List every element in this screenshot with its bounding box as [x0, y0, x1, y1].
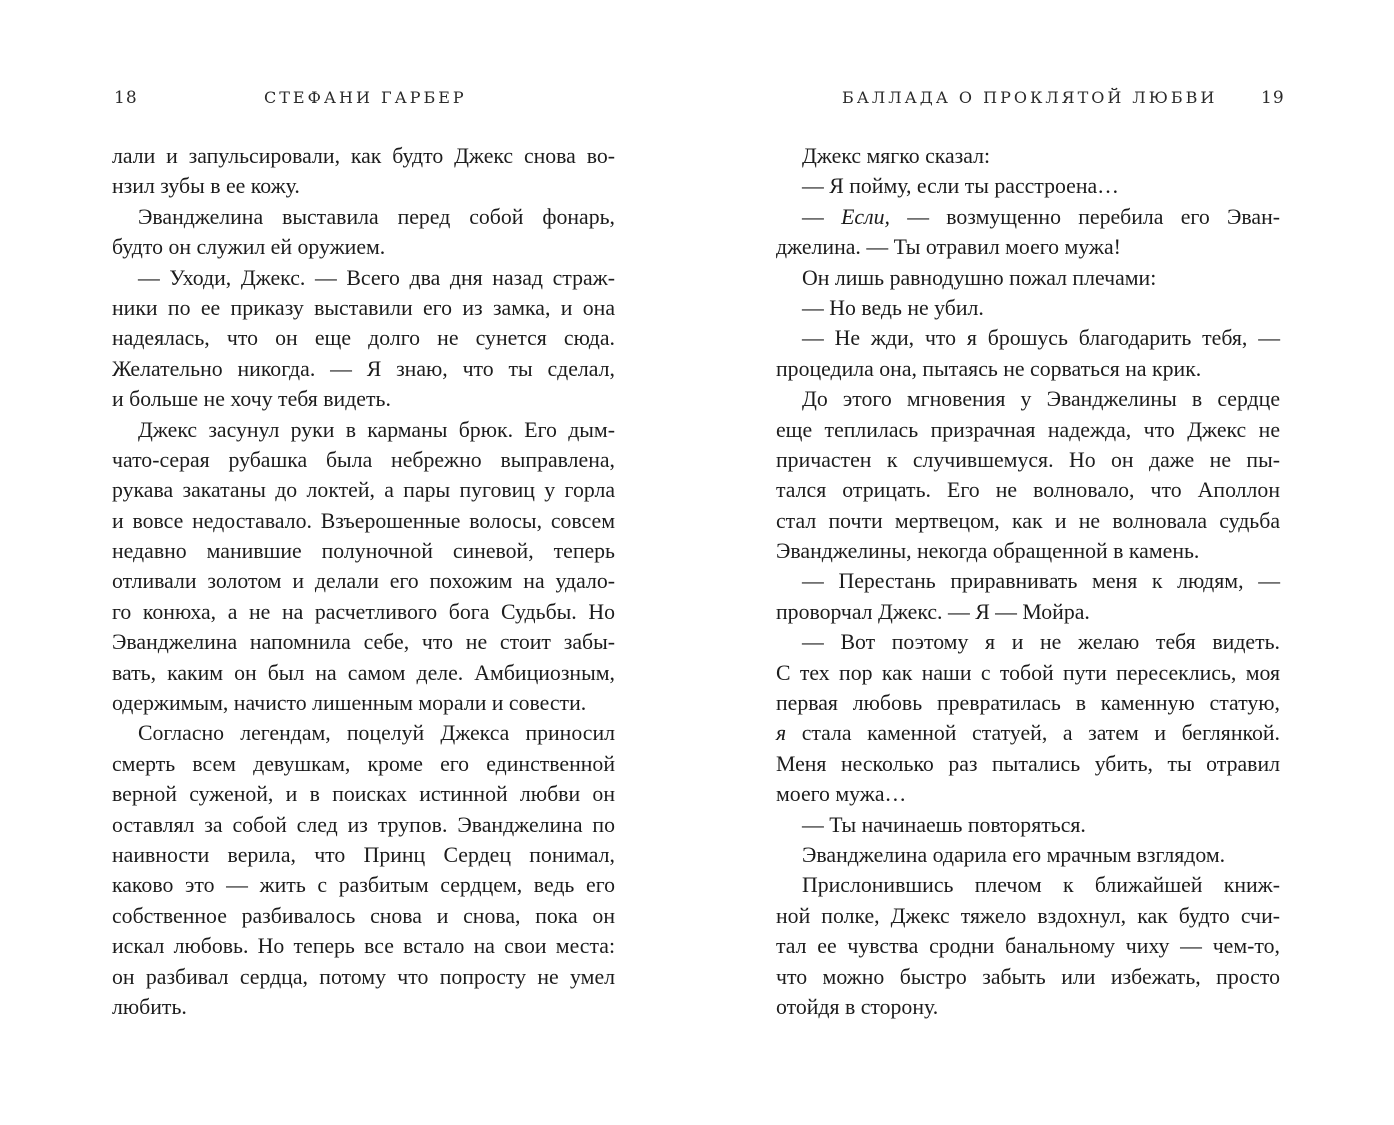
- text-line: и больше не хочу тебя видеть.: [112, 387, 391, 412]
- text-line: Желательно никогда. — Я знаю, что ты сделал,: [112, 356, 615, 381]
- italic-emphasis: Если,: [841, 204, 890, 229]
- text-line: — Вот поэтому я и не желаю тебя видеть.: [802, 630, 1280, 655]
- text-line: ники по ее приказу выставили его из замка, и она: [112, 295, 615, 320]
- text-line: и вовсе недоставало. Взъерошенные волосы, совсем: [112, 508, 615, 533]
- text-line-part: стала каменной статуей, а затем и беглянкой.: [786, 721, 1280, 746]
- text-line: — Перестань приравнивать меня к людям, —: [802, 569, 1280, 594]
- text-line: надеялась, что он еще долго не сунется сюда.: [112, 326, 615, 351]
- text-line: рукава закатаны до локтей, а пары пуговиц у горла: [112, 478, 615, 503]
- text-line: тался отрицать. Его не волновало, что Аполлон: [776, 478, 1280, 503]
- text-line: До этого мгновения у Эванджелины в сердце: [802, 387, 1280, 412]
- text-line: — Уходи, Джекс. — Всего два дня назад страж-: [138, 265, 615, 290]
- text-line: проворчал Джекс. — Я — Мойра.: [776, 599, 1090, 624]
- text-line: Согласно легендам, поцелуй Джекса приносил: [138, 721, 615, 746]
- text-line: что можно быстро забыть или избежать, просто: [776, 964, 1280, 989]
- text-line: лали и запульсировали, как будто Джекс снова во-: [112, 144, 615, 168]
- body-text-right: [776, 141, 1280, 1022]
- text-line: оставлял за собой след из трупов. Эванджелина по: [112, 812, 615, 837]
- text-line: процедила она, пытаясь не сорваться на крик.: [776, 356, 1202, 381]
- text-line: первая любовь превратилась в каменную статую,: [776, 691, 1280, 716]
- text-line: — Я пойму, если ты расстроена…: [802, 174, 1119, 199]
- text-line: [776, 202, 1280, 232]
- text-line: он разбивал сердца, потому что попросту не умел: [112, 964, 615, 989]
- text-line: Джекс засунул руки в карманы брюк. Его дым-: [138, 417, 615, 442]
- text-line: — Не жди, что я брошусь благодарить тебя, —: [802, 326, 1280, 351]
- text-line: моего мужа…: [776, 782, 907, 807]
- text-line: стал почти мертвецом, как и не волновала судьба: [776, 508, 1280, 533]
- text-line: верной суженой, и в поисках истинной любви он: [112, 782, 615, 807]
- text-line: причастен к случившемуся. Но он даже не пы-: [776, 447, 1280, 472]
- text-line: любить.: [112, 994, 187, 1019]
- text-line: Эванджелины, некогда обращенной в камень.: [776, 539, 1200, 564]
- page-number-right: 19: [1261, 88, 1285, 108]
- text-line-part: —: [802, 204, 842, 229]
- text-line: отойдя в сторону.: [776, 994, 939, 1019]
- text-line: каково это — жить с разбитым сердцем, ведь его: [112, 873, 615, 898]
- page-number-left: 18: [114, 88, 138, 108]
- text-line: Он лишь равнодушно пожал плечами:: [802, 265, 1157, 290]
- text-line-part: — возмущенно перебила его Эван-: [889, 204, 1280, 229]
- text-line: чато-серая рубашка была небрежно выправлена,: [112, 447, 615, 472]
- text-line: недавно манившие полуночной синевой, теперь: [112, 539, 615, 564]
- text-line: Эванджелина напомнила себе, что не стоит забы-: [112, 630, 615, 655]
- text-line: — Ты начинаешь повторяться.: [802, 812, 1086, 837]
- text-line: смерть всем девушкам, кроме его единственной: [112, 751, 615, 776]
- text-line: ной полке, Джекс тяжело вздохнул, как будто счи-: [776, 903, 1280, 928]
- text-line: [776, 718, 1280, 748]
- text-line: еще теплилась призрачная надежда, что Джекс не: [776, 417, 1280, 442]
- text-line: Эванджелина выставила перед собой фонарь,: [138, 204, 615, 229]
- text-line: Эванджелина одарила его мрачным взглядом.: [802, 842, 1226, 867]
- text-line: собственное разбивалось снова и снова, пока он: [112, 903, 615, 928]
- body-text-left: [112, 141, 615, 1022]
- text-line: го конюха, а не на расчетливого бога Судьбы. Но: [112, 599, 615, 624]
- text-line: нзил зубы в ее кожу.: [112, 174, 300, 199]
- text-line: искал любовь. Но теперь все встало на свои места:: [112, 934, 615, 959]
- text-line: С тех пор как наши с тобой пути пересеклись, моя: [776, 660, 1280, 685]
- right-page: [697, 0, 1394, 1125]
- text-line: отливали золотом и делали его похожим на удало-: [112, 569, 615, 594]
- text-line: Меня несколько раз пытались убить, ты отравил: [776, 751, 1280, 776]
- text-line: вать, каким он был на самом деле. Амбициозным,: [112, 660, 615, 685]
- text-line: Прислонившись плечом к ближайшей книж-: [802, 873, 1280, 898]
- text-line: Джекс мягко сказал:: [802, 144, 991, 168]
- text-line: одержимым, начисто лишенным морали и совести.: [112, 691, 587, 716]
- text-line: наивности верила, что Принц Сердец понимал,: [112, 842, 615, 867]
- text-line: — Но ведь не убил.: [802, 295, 984, 320]
- running-head-author: СТЕФАНИ ГАРБЕР: [264, 88, 467, 107]
- italic-emphasis: я: [776, 721, 787, 746]
- text-line: джелина. — Ты отравил моего мужа!: [776, 235, 1121, 260]
- running-head-title: БАЛЛАДА О ПРОКЛЯТОЙ ЛЮБВИ: [842, 88, 1218, 107]
- text-line: будто он служил ей оружием.: [112, 235, 386, 260]
- text-line: тал ее чувства сродни банальному чиху — чем-то,: [776, 934, 1280, 959]
